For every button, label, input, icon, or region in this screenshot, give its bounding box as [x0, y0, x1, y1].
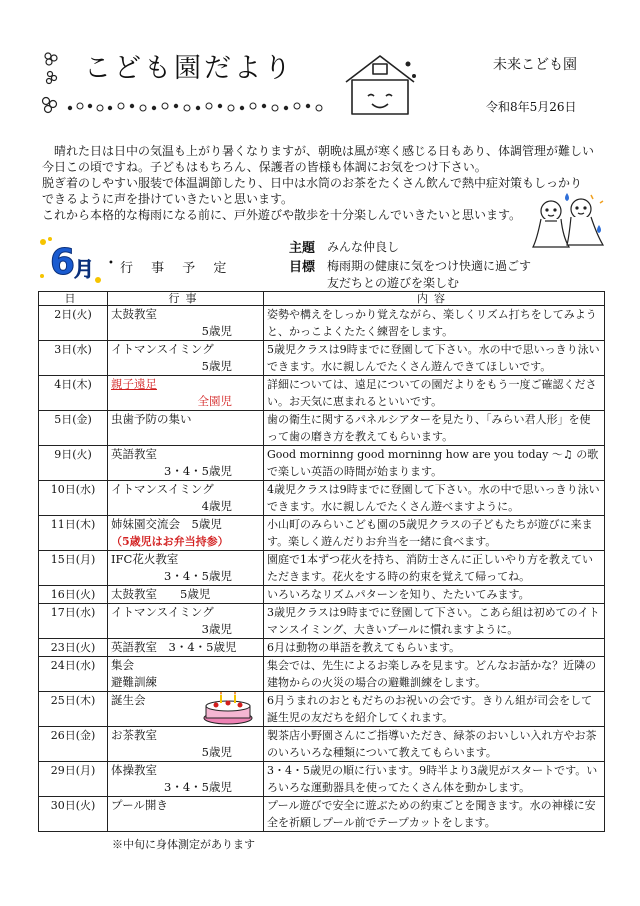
event-name: 誕生会 — [111, 693, 146, 707]
row-event — [108, 551, 264, 586]
intro-line: できるように声を掛けていきたいと思います。 — [42, 192, 294, 206]
row-event — [108, 446, 264, 481]
house-face-icon — [342, 52, 418, 118]
event-name: プール開き — [111, 798, 168, 812]
table-row — [39, 727, 605, 762]
row-event — [108, 692, 264, 727]
row-content: 園庭で1本ずつ花火を持ち、消防士さんに正しいやり方を教えていただきます。花火をする時の約束を覚えて帰ってね。 — [264, 551, 605, 586]
event-name: 英語教室 3・4・5歳児 — [111, 640, 237, 654]
table-row — [39, 481, 605, 516]
row-day: 26日(金) — [39, 727, 108, 762]
row-content: いろいろなリズムパターンを知り、たたいてみます。 — [264, 586, 605, 604]
table-row — [39, 762, 605, 797]
event-name: イトマンスイミング — [111, 605, 214, 619]
event-name: 太鼓教室 5歳児 — [111, 587, 211, 601]
row-day: 11日(木) — [39, 516, 108, 551]
event-target: （5歳児はお弁当持参） — [111, 535, 229, 548]
row-content: 小山町のみらいこども園の5歳児クラスの子どもたちが遊びに来ます。楽しく遊んだりお弁当を一緒に食べます。 — [264, 516, 605, 551]
event-name: イトマンスイミング — [111, 482, 214, 496]
row-day: 29日(月) — [39, 762, 108, 797]
theme-value: みんな仲良し — [327, 240, 400, 254]
event-name: 姉妹園交流会 5歳児 — [111, 517, 222, 531]
event-target: 5歳児 — [201, 359, 232, 373]
row-day: 17日(水) — [39, 604, 108, 639]
row-event — [108, 604, 264, 639]
row-content: Good morninng good morninng how are you today 〜♫ の歌で楽しい英語の時間が始まります。 — [264, 446, 605, 481]
month-unit: 月 — [74, 257, 94, 281]
row-day: 25日(木) — [39, 692, 108, 727]
row-event — [108, 586, 264, 604]
table-row — [39, 657, 605, 692]
event-target: 避難訓練 — [111, 675, 157, 689]
table-row — [39, 586, 605, 604]
event-target: 3・4・5歳児 — [164, 780, 232, 794]
intro-text — [42, 143, 602, 223]
issue-date: 令和8年5月26日 — [486, 100, 577, 114]
event-name: 親子遠足 — [111, 377, 157, 391]
event-name: 虫歯予防の集い — [111, 412, 192, 426]
event-schedule-table — [38, 291, 605, 832]
event-target: 3・4・5歳児 — [164, 569, 232, 583]
teru-teru-bozu-icon — [527, 191, 607, 261]
event-name: 集会 — [111, 658, 134, 672]
table-row — [39, 692, 605, 727]
target-value: 友だちとの遊びを楽しむ — [327, 276, 460, 290]
row-day: 15日(月) — [39, 551, 108, 586]
table-row — [39, 639, 605, 657]
footnote: ※中旬に身体測定があります — [112, 838, 255, 851]
row-event — [108, 376, 264, 411]
event-target: 全園児 — [197, 394, 232, 408]
row-day: 24日(水) — [39, 657, 108, 692]
row-content: 集会では、先生によるお楽しみを見ます。どんなお話かな？近隣の建物からの火災の場合の避難訓練をします。 — [264, 657, 605, 692]
event-target: 4歳児 — [201, 499, 232, 513]
table-row — [39, 411, 605, 446]
intro-line: 脱ぎ着のしやすい服装で体温調節したり、日中は水筒のお茶をたくさん飲んで熱中症対策もしっかり — [42, 176, 583, 190]
intro-line: 今日この頃ですね。子どもはもちろん、保護者の皆様も体調にお気をつけ下さい。 — [42, 160, 487, 174]
events-heading: 行 事 予 定 — [120, 261, 234, 276]
event-name: イトマンスイミング — [111, 342, 214, 356]
header-event: 行事 — [108, 292, 264, 306]
row-day: 23日(火) — [39, 639, 108, 657]
bullet-dot: • — [108, 258, 114, 269]
header-content: 内容 — [264, 292, 605, 306]
row-event — [108, 639, 264, 657]
school-name: 未来こども園 — [493, 57, 577, 73]
row-event — [108, 306, 264, 341]
row-day: 16日(火) — [39, 586, 108, 604]
row-content: 詳細については、遠足についての園だよりをもう一度ご確認ください。お天気に恵まれるといいです。 — [264, 376, 605, 411]
row-content: 製茶店小野園さんにご指導いただき、緑茶のおいしい入れ方やお茶のいろいろな種類について教えてもらいます。 — [264, 727, 605, 762]
row-day: 30日(火) — [39, 797, 108, 832]
table-row — [39, 306, 605, 341]
row-content: 姿勢や構えをしっかり覚えながら、楽しくリズム打ちをしてみようと、かっこよくたたく練習をします。 — [264, 306, 605, 341]
theme-label: 主題 — [289, 241, 316, 256]
target-label: 目標 — [289, 260, 316, 275]
table-row — [39, 604, 605, 639]
row-event — [108, 481, 264, 516]
row-day: 3日(水) — [39, 341, 108, 376]
row-content: 6月は動物の単語を教えてもらいます。 — [264, 639, 605, 657]
clover-flower-icon — [43, 98, 57, 113]
row-content: 4歳児クラスは9時までに登園して下さい。水の中で思いっきり泳いできます。水に親しんでたくさん遊べますように。 — [264, 481, 605, 516]
event-target: 3・4・5歳児 — [164, 464, 232, 478]
row-content: 5歳児クラスは9時までに登園して下さい。水の中で思いっきり泳いできます。水に親しんでたくさん遊んできてほしいです。 — [264, 341, 605, 376]
table-row — [39, 551, 605, 586]
row-content: 3・4・5歳児の順に行います。9時半より3歳児がスタートです。いろいろな運動器具を使ってたくさん体を動かします。 — [264, 762, 605, 797]
event-name: IFC花火教室 — [111, 552, 179, 566]
table-header-row — [39, 292, 605, 306]
event-target: 5歳児 — [201, 745, 232, 759]
month-number: 6 — [50, 242, 76, 283]
row-day: 4日(木) — [39, 376, 108, 411]
target-value: 梅雨期の健康に気をつけ快適に過ごす — [327, 259, 532, 273]
row-event — [108, 727, 264, 762]
row-content: 歯の衛生に関するパネルシアターを見たり、「みらい君人形」を使って歯の磨き方を教えてもらいます。 — [264, 411, 605, 446]
row-day: 9日(火) — [39, 446, 108, 481]
row-content: 3歳児クラスは9時までに登園して下さい。こあら組は初めてのイトマンスイミング、大きいプールに慣れますように。 — [264, 604, 605, 639]
intro-line: これから本格的な梅雨になる前に、戸外遊びや散歩を十分楽しんでいきたいと思います。 — [42, 208, 522, 222]
event-name: 体操教室 — [111, 763, 157, 777]
event-target: 5歳児 — [201, 324, 232, 338]
row-event — [108, 797, 264, 832]
row-event — [108, 411, 264, 446]
row-content: プール遊びで安全に遊ぶための約束ごとを聞きます。水の神様に安全を祈願しプール前でテープカットをします。 — [264, 797, 605, 832]
june-badge — [38, 236, 110, 286]
intro-line: 晴れた日は日中の気温も上がり暑くなりますが、朝晩は風が寒く感じる日もあり、体調管理が難しい — [54, 144, 595, 158]
event-name: お茶教室 — [111, 728, 157, 742]
row-event — [108, 762, 264, 797]
row-event — [108, 341, 264, 376]
row-event — [108, 657, 264, 692]
table-row — [39, 446, 605, 481]
page-title: こども園だより — [84, 53, 294, 84]
table-row — [39, 341, 605, 376]
row-day: 10日(水) — [39, 481, 108, 516]
table-row — [39, 376, 605, 411]
row-event — [108, 516, 264, 551]
clover-flower-icon — [45, 53, 57, 65]
clover-flower-icon — [47, 72, 57, 84]
event-name: 英語教室 — [111, 447, 157, 461]
row-content: 6月うまれのおともだちのお祝いの会です。きりん組が司会をして誕生児の友だちを紹介してくれます。 — [264, 692, 605, 727]
row-day: 5日(金) — [39, 411, 108, 446]
birthday-cake-icon — [200, 692, 256, 726]
table-row — [39, 516, 605, 551]
row-day: 2日(火) — [39, 306, 108, 341]
event-name: 太鼓教室 — [111, 307, 157, 321]
event-target: 3歳児 — [201, 622, 232, 636]
header-day: 日 — [39, 292, 108, 306]
table-row — [39, 797, 605, 832]
